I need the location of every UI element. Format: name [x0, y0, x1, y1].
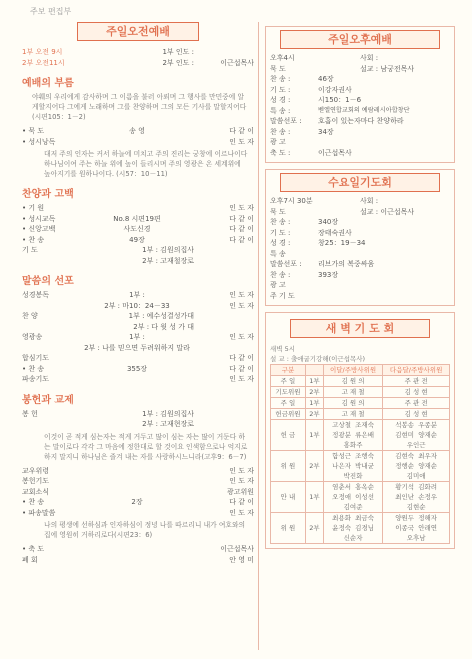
table-cell: 김현숙 최우자 정행순 양재순 김미애: [383, 451, 450, 482]
table-cell: 헌 금: [271, 420, 306, 451]
order-detail: 호흡이 있는자마다 찬양하라: [318, 117, 404, 125]
order-item: 찬 송 :: [270, 218, 291, 226]
order-item: [22, 322, 80, 333]
order-row: [22, 256, 254, 267]
table-row: [271, 420, 450, 451]
order-item: • 묵 도: [22, 127, 45, 135]
table-cell: 고상철 조재숙 정광분 류은배 홍화주: [323, 420, 382, 451]
table-cell: 주 일: [271, 376, 306, 387]
afternoon-title: 주일오후예배: [280, 30, 440, 49]
order-detail: 사회 :: [360, 54, 379, 62]
word-title: 말씀의 선포: [22, 276, 74, 287]
order-leader: 다 같 이: [229, 235, 254, 244]
order-item: • 성시낭독: [22, 137, 56, 146]
table-header-row: [271, 365, 450, 376]
order-detail: [80, 374, 194, 385]
table-cell: 함성근 조행숙 나은자 박내균 박진화: [323, 451, 382, 482]
order-detail: 벧엘연합교회의 예람레시아합창단: [318, 106, 410, 114]
order-leader: [194, 419, 254, 430]
order-item: 성경봉독: [22, 291, 50, 299]
order-detail: 49장: [129, 235, 145, 244]
responsive-reading-text: 대저 주의 인자는 커서 하늘에 미치고 주의 진리는 궁창에 이르나이다 하나님이여 주는 하늘 위에 높이 들리시며 주의 영광은 온 세계위에 높아지기를 원하나이다. (시57：10－11): [44, 150, 248, 178]
order-detail: 2부 : 고재현장로: [142, 420, 194, 428]
order-leader: 안 영 미: [229, 555, 254, 564]
order-detail: 2부 : 다 윗 성 가 대: [133, 322, 194, 331]
table-cell: 김 성 현: [383, 387, 450, 398]
order-detail: 설교 : 이근섭목사: [360, 207, 415, 216]
service-role: 1부 인도 :: [162, 48, 194, 56]
order-item: 폐 회: [22, 555, 38, 564]
order-item: 봉헌기도: [22, 477, 50, 485]
order-item: • 찬 송: [22, 364, 45, 373]
order-detail: 393장: [318, 270, 339, 279]
order-item: 기 도 :: [270, 85, 291, 94]
order-row: [22, 245, 254, 256]
order-item: [22, 301, 80, 312]
order-row: [270, 127, 450, 138]
table-cell: 1부: [305, 376, 323, 387]
table-cell: 1부: [305, 398, 323, 409]
order-detail: 1부 : 예수성결성가대: [128, 312, 194, 320]
table-cell: 기도위원: [271, 387, 306, 398]
morning-title: 주일오전예배: [77, 22, 199, 41]
order-row: [22, 224, 254, 235]
order-row: [270, 196, 450, 207]
order-item: 찬 송 :: [270, 127, 291, 136]
table-cell: 1부: [305, 482, 323, 513]
order-leader: 다 같 이: [229, 214, 254, 223]
service-row: [22, 58, 254, 69]
order-detail: [80, 544, 194, 555]
order-leader: [194, 409, 254, 420]
order-row: [22, 374, 254, 385]
column-divider: [258, 22, 259, 650]
order-row: [270, 238, 450, 249]
order-item: • 신앙고백: [22, 225, 56, 233]
order-row: [270, 280, 450, 291]
order-item: 파송기도: [22, 375, 50, 383]
table-cell: 2부: [305, 451, 323, 482]
order-leader: 인 도 자: [229, 137, 254, 146]
order-leader: 인 도 자: [229, 466, 254, 475]
order-item: • 파송말씀: [22, 508, 56, 517]
order-item: 교우위령: [22, 466, 50, 475]
order-detail: 46장: [318, 75, 334, 83]
order-item: 찬 송 :: [270, 75, 291, 83]
offering-text: 이것이 곧 적게 심는자는 적게 거두고 많이 심는 자는 많이 거둔다 하는 말이로다 각각 그 마음에 정한대로 할 것이요 인색함으로나 억지로 하지 말지니 하나님은 즐겨 내는 자를 사랑하시느니라(고후9：6－7): [44, 432, 248, 461]
afternoon-service-box: [265, 26, 455, 163]
order-item: [22, 256, 80, 267]
order-row: [270, 53, 450, 64]
table-cell: 염춘서 홍옥순 오정애 이성선 김여준: [323, 482, 382, 513]
table-row: [271, 482, 450, 513]
order-item: 성 경 :: [270, 239, 291, 247]
order-detail: 이강자권사: [318, 85, 352, 94]
order-row: [22, 214, 254, 225]
order-row: [22, 544, 254, 555]
dawn-leader: 설 교 : 출애굽기강해(이근섭목사): [270, 355, 366, 363]
order-detail: No.8 시편19편: [113, 214, 161, 223]
table-cell: 석봉송 우종분 김현미 양재순 우인근: [383, 420, 450, 451]
page-header: 주보 편집부: [30, 7, 72, 16]
order-detail: 1부 : 김원의집사: [142, 246, 194, 254]
order-row: [270, 249, 450, 260]
order-detail: 장태숙권사: [318, 228, 352, 237]
order-leader: [194, 256, 254, 267]
order-row: [22, 419, 254, 430]
order-row: [270, 74, 450, 85]
order-detail: [80, 353, 194, 364]
duty-table: [270, 364, 450, 544]
order-detail: 시150：1－6: [318, 96, 362, 104]
order-row: [270, 148, 450, 159]
order-detail: [318, 291, 450, 302]
order-item: 특 송 :: [270, 106, 291, 115]
order-item: [22, 343, 80, 354]
order-row: [22, 343, 254, 354]
table-row: [271, 398, 450, 409]
table-cell: 2부: [305, 513, 323, 544]
order-detail: [80, 137, 194, 148]
offering-title: 봉헌과 교제: [22, 394, 74, 406]
table-cell: 고 재 철: [323, 409, 382, 420]
order-leader: 광고위원: [226, 487, 254, 496]
order-leader: [194, 245, 254, 256]
order-detail: [80, 555, 194, 566]
order-row: [22, 332, 254, 343]
order-row: [22, 497, 254, 508]
order-leader: 다 같 이: [229, 127, 254, 135]
table-cell: 주 관 전: [383, 398, 450, 409]
order-item: 광 고: [270, 138, 286, 146]
order-leader: 인 도 자: [229, 508, 254, 517]
dawn-prayer-box: [265, 312, 455, 549]
order-item: 합심기도: [22, 354, 50, 362]
order-leader: [194, 322, 254, 333]
praise-title: 찬양과 고백: [22, 189, 74, 200]
table-cell: 헌금위원: [271, 409, 306, 420]
table-cell: 양원두 정해자 이종국 안래연 오후남: [383, 513, 450, 544]
order-item: 주 기 도: [270, 291, 295, 300]
order-leader: [194, 311, 254, 322]
order-item: 말씀선포 :: [270, 117, 302, 125]
order-item: 영광송: [22, 333, 43, 341]
order-detail: 이근섭목사: [318, 148, 352, 157]
table-cell: 위 원: [271, 513, 306, 544]
table-cell: 1부: [305, 420, 323, 451]
order-item: 말씀선포 :: [270, 260, 302, 268]
order-detail: [80, 487, 194, 498]
order-detail: [318, 280, 450, 291]
wednesday-service-box: [265, 169, 455, 306]
order-detail: 사회 :: [360, 197, 379, 205]
table-cell: 위 원: [271, 451, 306, 482]
table-cell: 김 성 현: [383, 409, 450, 420]
order-row: [270, 270, 450, 281]
order-item: 찬 송 :: [270, 270, 291, 279]
order-detail: 2부 : 마10：24－33: [104, 301, 170, 310]
table-header: 구분: [271, 365, 306, 376]
order-item: 기 도 :: [270, 228, 291, 237]
order-item: 성 경 :: [270, 96, 291, 104]
order-row: [22, 476, 254, 487]
dawn-title: 새 벽 기 도 회: [290, 319, 430, 338]
order-item: • 축 도: [22, 545, 45, 553]
wednesday-title: 수요일기도회: [280, 173, 440, 192]
table-cell: 주 관 전: [383, 376, 450, 387]
order-item: 교회소식: [22, 487, 50, 496]
table-cell: 주 일: [271, 398, 306, 409]
table-cell: 2부: [305, 387, 323, 398]
table-header: 다음달/주방사위원: [383, 365, 450, 376]
order-row: [22, 555, 254, 566]
order-detail: 2부 : 고재철장로: [142, 256, 194, 265]
order-row: [270, 259, 450, 270]
order-row: [22, 364, 254, 375]
order-detail: [80, 508, 194, 519]
call-to-worship-title: 예배의 부름: [22, 78, 74, 89]
order-leader: 다 같 이: [229, 225, 254, 233]
order-item: 특 송: [270, 249, 286, 258]
order-detail: 창25：19－34: [318, 239, 366, 247]
table-cell: 김 원 의: [323, 376, 382, 387]
order-row: [270, 95, 450, 106]
order-item: 묵 도: [270, 64, 286, 73]
order-row: [22, 137, 254, 148]
order-item: [22, 419, 80, 430]
morning-service-column: [22, 18, 254, 565]
order-row: [270, 106, 450, 117]
order-row: [22, 301, 254, 312]
call-to-worship-text: 야훼의 우리에게 감사하며 그 이름을 불러 아뢰며 그 행사를 만민중에 알게할지어다 그에게 노래하며 그를 찬양하며 그의 모든 기사를 말할지어다 (시편105：1－2): [32, 93, 247, 121]
table-header: [305, 365, 323, 376]
order-row: [270, 137, 450, 148]
order-leader: 이근섭목사: [220, 545, 254, 553]
service-time: 1부 오전 9시: [22, 48, 63, 56]
order-detail: [318, 249, 450, 260]
order-leader: 인 도 자: [229, 477, 254, 485]
order-row: [22, 508, 254, 519]
order-row: [22, 487, 254, 498]
order-detail: 2부 : 나를 믿으면 두려워하지 말라: [84, 343, 190, 352]
order-item: 기 도: [22, 246, 38, 254]
table-cell: 안 내: [271, 482, 306, 513]
order-item: 축 도 :: [270, 148, 291, 157]
table-row: [271, 376, 450, 387]
order-leader: 다 같 이: [229, 498, 254, 506]
table-row: [271, 409, 450, 420]
service-person: 이근섭목사: [220, 58, 254, 67]
order-row: [22, 311, 254, 322]
table-row: [271, 387, 450, 398]
order-row: [270, 207, 450, 218]
service-time: 2부 오전11시: [22, 58, 65, 67]
order-row: [22, 409, 254, 420]
order-item: 광 고: [270, 281, 286, 289]
order-row: [270, 228, 450, 239]
order-row: [270, 291, 450, 302]
order-detail: 34장: [318, 127, 334, 136]
order-leader: 인 도 자: [229, 333, 254, 341]
order-leader: 인 도 자: [229, 301, 254, 310]
table-cell: 2부: [305, 409, 323, 420]
order-detail: 설교 : 남궁전목사: [360, 64, 415, 73]
service-role: 2부 인도 :: [162, 58, 194, 67]
order-item: 묵 도: [270, 207, 286, 216]
order-detail: 사도신경: [123, 225, 151, 233]
service-row: [22, 47, 254, 58]
table-cell: 황기석 김화려 최인난 손정우 김현순: [383, 482, 450, 513]
order-row: [270, 85, 450, 96]
table-cell: 고 재 철: [323, 387, 382, 398]
order-item: 오후4시: [270, 54, 295, 62]
table-row: [271, 513, 450, 544]
right-column: [265, 26, 455, 555]
order-leader: 다 같 이: [229, 364, 254, 373]
order-item: 찬 양: [22, 312, 38, 320]
order-item: 오후7시 30분: [270, 197, 313, 205]
order-row: [22, 290, 254, 301]
service-person: [194, 47, 254, 58]
sending-text: 나의 평생에 선하심과 인자하심이 정녕 나를 따르리니 내가 여호와의 집에 영원히 거하리로다(시편23：6): [44, 521, 246, 539]
order-detail: 355장: [126, 364, 148, 373]
table-cell: 최용화 최금숙 윤정숙 김경님 신순자: [323, 513, 382, 544]
order-item: • 찬 송: [22, 235, 45, 244]
order-row: [22, 203, 254, 214]
order-detail: 1부 : 김원의집사: [142, 409, 194, 418]
order-detail: [318, 137, 450, 148]
order-detail: [80, 466, 194, 477]
order-leader: 다 같 이: [229, 354, 254, 362]
order-detail: 340장: [318, 218, 339, 226]
order-row: [22, 353, 254, 364]
table-row: [271, 451, 450, 482]
order-item: • 성시교독: [22, 214, 56, 223]
order-row: [22, 466, 254, 477]
order-item: • 찬 송: [22, 498, 45, 506]
table-header: 이달/주방사위원: [323, 365, 382, 376]
order-detail: 리브가의 복중싸움: [318, 260, 375, 268]
order-row: [270, 116, 450, 127]
order-detail: 2장: [131, 498, 143, 506]
order-row: [270, 64, 450, 75]
order-leader: 인 도 자: [229, 291, 254, 299]
order-detail: 송 영: [129, 127, 145, 135]
order-item: • 기 원: [22, 204, 45, 212]
order-leader: 인 도 자: [229, 375, 254, 383]
order-item: 봉 헌: [22, 409, 38, 418]
dawn-time: 새벽 5시: [270, 345, 296, 353]
order-detail: 1부 :: [129, 333, 145, 341]
order-row: [22, 235, 254, 246]
order-detail: [80, 476, 194, 487]
order-detail: [80, 203, 194, 214]
order-row: [22, 322, 254, 333]
order-row: [22, 126, 254, 137]
order-row: [270, 217, 450, 228]
table-cell: 김 원 의: [323, 398, 382, 409]
order-leader: 인 도 자: [229, 204, 254, 212]
order-detail: 1부 :: [129, 291, 145, 299]
order-leader: [194, 343, 254, 354]
